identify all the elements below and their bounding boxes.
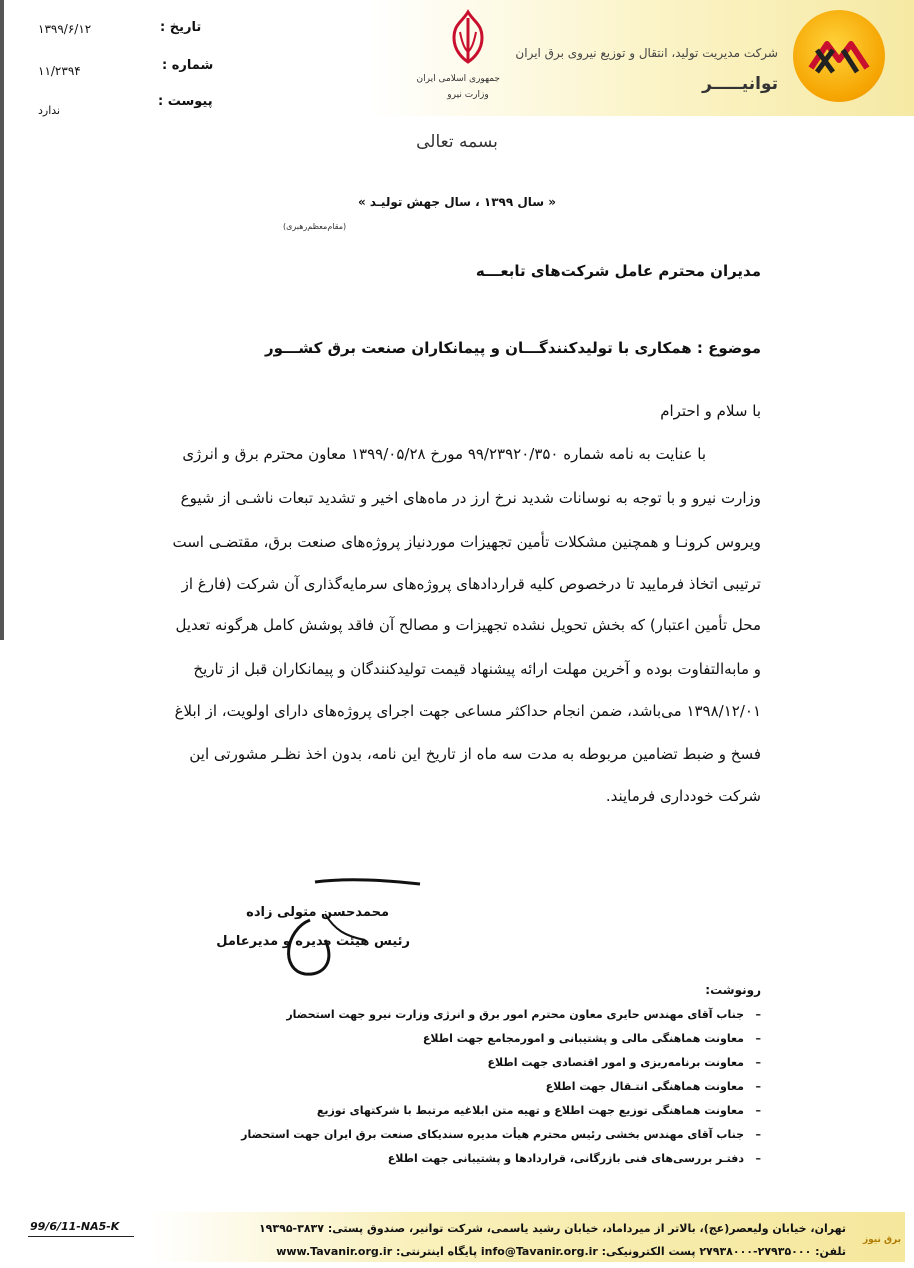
signatory-title: رئیس هیئت مدیره و مدیرعامل [216, 934, 410, 949]
cc-bullet: – [755, 1104, 761, 1117]
date-label: تاریخ : [160, 20, 202, 35]
iran-emblem-icon [416, 8, 500, 108]
barq-news-logo: برق نیوز [862, 1235, 902, 1245]
cc-item: – معاونت هماهنگی توزیع جهت اطلاع و تهیه متن ابلاغیه مرتبط با شرکتهای توزیع [316, 1104, 761, 1117]
number-label: شماره : [162, 58, 214, 73]
cc-title: رونوشت: [705, 983, 761, 997]
reference-code: 99/6/11-NA5-K [30, 1220, 120, 1233]
body-line-2: وزارت نیرو و با توجه به نوسانات شدید نرخ ارز در ماه‌های اخیر و تشدید تبعات ناشـی از شیوع [180, 489, 761, 507]
cc-item: – معاونت هماهنگی انتـقال جهت اطلاع [545, 1080, 761, 1093]
left-border [0, 0, 4, 640]
cc-bullet: – [755, 1080, 761, 1093]
date-value: ۱۳۹۹/۶/۱۲ [38, 22, 92, 36]
emblem-line-1: جمهوری اسلامی ایران [416, 74, 500, 84]
signatory-name: محمدحسن متولی زاده [246, 905, 389, 920]
addressee: مدیران محترم عامل شرکت‌های تابعـــه [475, 262, 761, 280]
slogan-source: (مقام‌معظم‌رهبری) [283, 222, 347, 231]
cc-item: – معاونت هماهنگی مالی و پشتیبانی و امورمجامع جهت اطلاع [422, 1032, 761, 1045]
brand-name: توانیـــــر [702, 74, 778, 94]
footer-contact: تلفن: ۲۷۹۳۵۰۰۰-۲۷۹۳۸۰۰۰ پست الکترونیکی: info@Tavanir.org.ir پایگاه اینترنتی: www.Tavanir.org.ir [276, 1245, 846, 1258]
cc-bullet: – [755, 1008, 761, 1021]
body-line-9: شرکت خودداری فرمایند. [605, 787, 761, 805]
number-value: ۱۱/۲۳۹۴ [38, 64, 81, 78]
body-line-8: فسخ و ضبط تضامین مربوطه به مدت سه ماه از تاریخ این نامه، بدون اخذ نظـر مشورتی این [189, 745, 761, 763]
cc-item: – جناب آقای مهندس بخشی رئیس محترم هیأت مدیره سندیکای صنعت برق ایران جهت استحضار [241, 1128, 761, 1141]
reference-underline [28, 1236, 134, 1237]
body-line-6: و مابه‌التفاوت بوده و آخرین مهلت ارائه پیشنهاد قیمت تولیدکنندگان و پیمانکاران قبل از تاریخ [193, 660, 761, 678]
footer-address: تهران، خیابان ولیعصر(عج)، بالاتر از میرداماد، خیابان رشید یاسمی، شرکت توانیر، صندوق پستی: ۳۸۳۷-۱۹۳۹۵ [258, 1222, 846, 1235]
basmala: بسمه تعالی [416, 132, 498, 152]
cc-item: – معاونت برنامه‌ریزی و امور اقتصادی جهت اطلاع [487, 1056, 761, 1069]
attachment-label: پیوست : [158, 94, 213, 109]
subject-line: موضوع : همکاری با تولیدکنندگـــان و پیمانکاران صنعت برق کشـــور [264, 339, 761, 357]
cc-bullet: – [755, 1032, 761, 1045]
emblem-line-2: وزارت نیرو [447, 90, 489, 100]
body-line-4: ترتیبی اتخاذ فرمایید تا درخصوص کلیه قراردادهای پروژه‌های سرمایه‌گذاری آن شرکت (فارغ از [181, 575, 761, 593]
body-line-7: ۱۳۹۸/۱۲/۰۱ می‌باشد، ضمن انجام حداکثر مساعی جهت اجرای پروژه‌های دارای اولویت، از ابلاغ [174, 702, 761, 720]
body-line-5: محل تأمین اعتبار) که بخش تحویل نشده تجهیزات و مصالح آن فاقد پوشش کامل هرگونه تعدیل [175, 616, 761, 634]
handwritten-signature [225, 870, 435, 980]
body-line-3: ویروس کرونـا و همچنین مشکلات تأمین تجهیزات موردنیاز پروژه‌های صنعت برق، مقتضـی است [172, 533, 761, 551]
attachment-value: ندارد [38, 104, 61, 117]
cc-bullet: – [755, 1056, 761, 1069]
body-line-1: با عنایت به نامه شماره ۹۹/۲۳۹۲۰/۳۵۰ مورخ ۱۳۹۹/۰۵/۲۸ معاون محترم برق و انرژی [182, 445, 706, 463]
cc-item: – دفتـر بررسی‌های فنی بازرگانی، قراردادها و پشتیبانی جهت اطلاع [387, 1152, 761, 1165]
tavanir-logo-icon [793, 10, 885, 102]
year-slogan: « سال ۱۳۹۹ ، سال جهش تولیـد » [357, 195, 557, 209]
cc-item: – جناب آقای مهندس حایری معاون محترم امور برق و انرژی وزارت نیرو جهت استحضار [286, 1008, 761, 1021]
cc-bullet: – [755, 1128, 761, 1141]
company-name: شرکت مدیریت تولید، انتقال و توزیع نیروی برق ایران [515, 46, 778, 60]
greeting: با سلام و احترام [660, 402, 761, 420]
cc-bullet: – [755, 1152, 761, 1165]
